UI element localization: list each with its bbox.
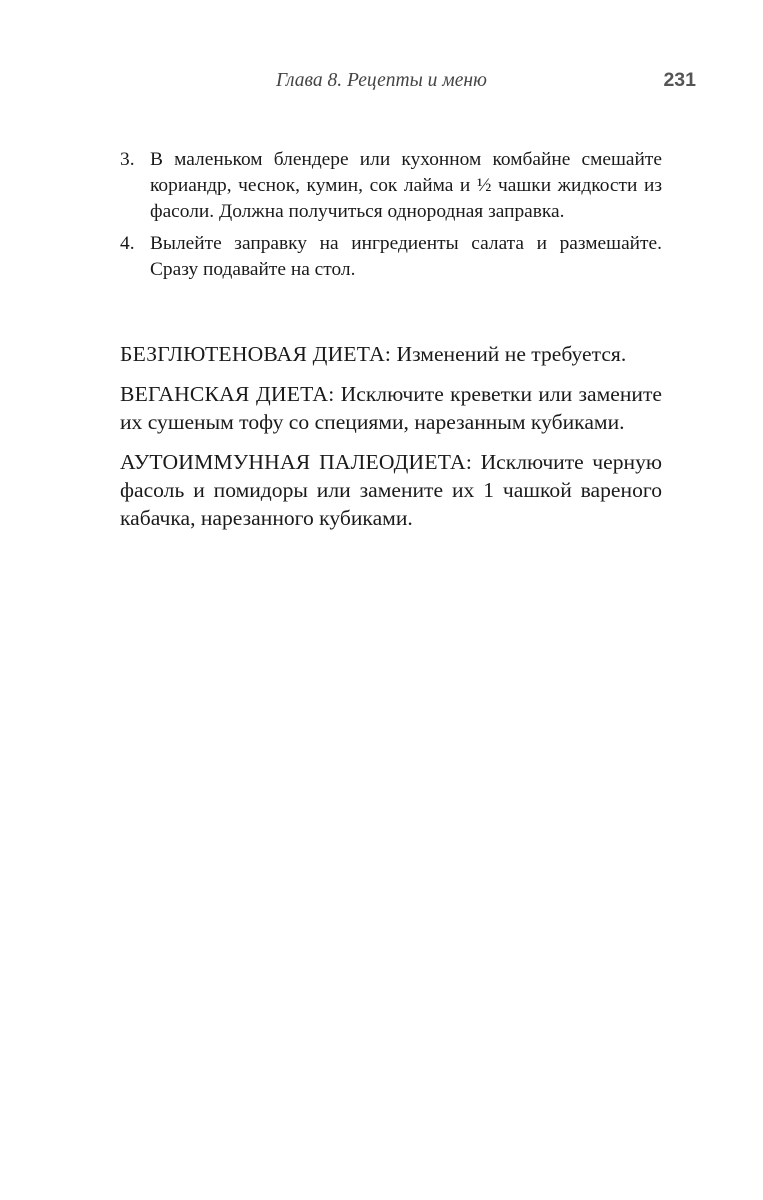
step-text: Вылейте заправку на ингредиенты салата и размешайте. Сразу подавайте на стол. <box>150 233 662 280</box>
diet-variant-gluten-free <box>120 340 662 368</box>
recipe-steps <box>120 147 662 289</box>
variant-label: АУТОИММУННАЯ ПАЛЕОДИЕТА: <box>120 450 473 474</box>
running-head: Глава 8. Рецепты и меню <box>276 70 487 91</box>
recipe-step-3 <box>120 147 662 225</box>
variant-text: Исключите черную фасоль и помидоры или замените их 1 чашкой вареного кабачка, нарезанного кубиками. <box>120 450 662 530</box>
variant-label: БЕЗГЛЮТЕНОВАЯ ДИЕТА: <box>120 342 392 366</box>
page-number: 231 <box>663 69 696 91</box>
variant-text: Изменений не требуется. <box>396 342 627 366</box>
step-text: В маленьком блендере или кухонном комбайне смешайте кориандр, чеснок, кумин, сок лайма и ½ чашки жидкости из фасоли. Должна получиться однородная заправка. <box>150 149 662 222</box>
variant-label: ВЕГАНСКАЯ ДИЕТА: <box>120 382 335 406</box>
step-number: 3. <box>120 149 135 170</box>
diet-variants <box>120 340 662 544</box>
diet-variant-autoimmune-paleo <box>120 448 662 532</box>
diet-variant-vegan <box>120 380 662 436</box>
recipe-step-4 <box>120 231 662 283</box>
variant-text: Исключите креветки или замените их сушеным тофу со специями, нарезанным кубиками. <box>120 382 662 434</box>
step-number: 4. <box>120 233 135 254</box>
